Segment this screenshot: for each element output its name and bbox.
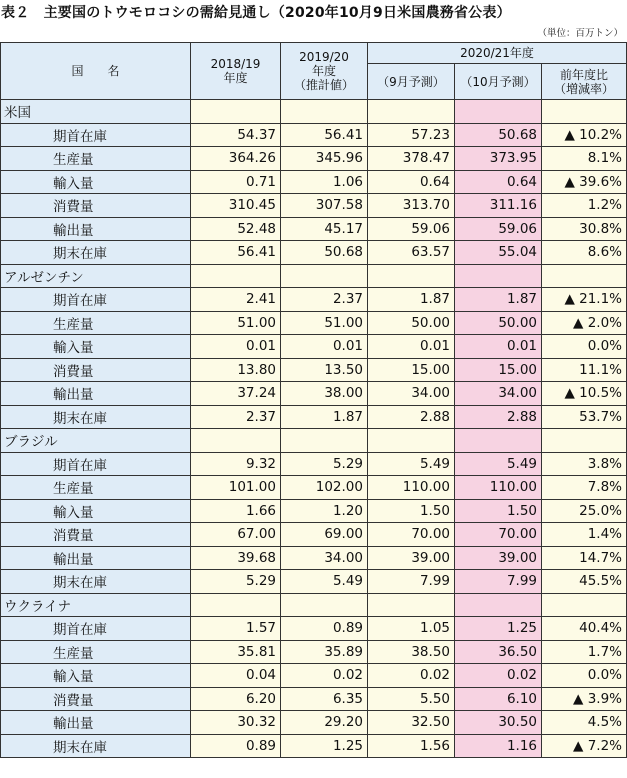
value-cell: 1.20	[281, 499, 368, 523]
value-cell: 1.7%	[542, 640, 627, 664]
header-country: 国 名	[1, 43, 191, 100]
value-cell: 101.00	[191, 476, 281, 500]
item-label: 期末在庫	[1, 570, 191, 594]
header-2019-suffix: 年度	[311, 64, 336, 78]
value-cell: 38.50	[368, 640, 455, 664]
value-cell: 6.10	[455, 687, 542, 711]
table-row	[1, 734, 627, 758]
value-cell: 57.23	[368, 123, 455, 147]
value-cell: 45.17	[281, 217, 368, 241]
value-cell: 378.47	[368, 147, 455, 171]
header-ratio	[542, 64, 627, 100]
empty-cell	[281, 264, 368, 288]
value-cell: 2.41	[191, 288, 281, 312]
empty-cell	[455, 429, 542, 453]
country-row	[1, 593, 627, 617]
item-label: 輸入量	[1, 499, 191, 523]
value-cell: 55.04	[455, 241, 542, 265]
table-row	[1, 147, 627, 171]
item-label: 期首在庫	[1, 123, 191, 147]
value-cell: 69.00	[281, 523, 368, 547]
empty-cell	[542, 429, 627, 453]
value-cell: 35.89	[281, 640, 368, 664]
value-cell: 5.49	[281, 570, 368, 594]
value-cell: 0.64	[455, 170, 542, 194]
value-cell: 32.50	[368, 711, 455, 735]
value-cell: 310.45	[191, 194, 281, 218]
value-cell: 54.37	[191, 123, 281, 147]
value-cell: 1.87	[281, 405, 368, 429]
empty-cell	[368, 429, 455, 453]
value-cell: 0.01	[455, 335, 542, 359]
value-cell: 7.8%	[542, 476, 627, 500]
value-cell: 1.16	[455, 734, 542, 758]
value-cell: 1.06	[281, 170, 368, 194]
item-label: 生産量	[1, 476, 191, 500]
value-cell: 4.5%	[542, 711, 627, 735]
value-cell: 1.56	[368, 734, 455, 758]
country-row	[1, 429, 627, 453]
value-cell: 2.37	[281, 288, 368, 312]
value-cell: 56.41	[281, 123, 368, 147]
value-cell: 63.57	[368, 241, 455, 265]
value-cell: 70.00	[455, 523, 542, 547]
item-label: 輸入量	[1, 664, 191, 688]
table-row	[1, 523, 627, 547]
value-cell: 0.01	[191, 335, 281, 359]
item-label: 期末在庫	[1, 734, 191, 758]
table-row	[1, 170, 627, 194]
value-cell: 6.20	[191, 687, 281, 711]
table-row	[1, 288, 627, 312]
empty-cell	[191, 429, 281, 453]
item-label: 生産量	[1, 147, 191, 171]
value-cell: 345.96	[281, 147, 368, 171]
table-row	[1, 499, 627, 523]
empty-cell	[368, 264, 455, 288]
header-2019-note: （推計値）	[293, 78, 354, 92]
value-cell: 0.0%	[542, 664, 627, 688]
value-cell: 30.32	[191, 711, 281, 735]
empty-cell	[542, 593, 627, 617]
value-cell: 2.88	[368, 405, 455, 429]
value-cell: 0.02	[368, 664, 455, 688]
value-cell: 39.00	[455, 546, 542, 570]
country-row	[1, 100, 627, 124]
header-2019-year: 2019/20	[299, 50, 349, 64]
table-row	[1, 123, 627, 147]
table-row	[1, 570, 627, 594]
value-cell: ▲ 7.2%	[542, 734, 627, 758]
value-cell: 0.89	[281, 617, 368, 641]
item-label: 消費量	[1, 194, 191, 218]
value-cell: 13.80	[191, 358, 281, 382]
value-cell: 25.0%	[542, 499, 627, 523]
value-cell: 56.41	[191, 241, 281, 265]
value-cell: 307.58	[281, 194, 368, 218]
value-cell: 51.00	[191, 311, 281, 335]
value-cell: 6.35	[281, 687, 368, 711]
value-cell: 0.71	[191, 170, 281, 194]
value-cell: 8.1%	[542, 147, 627, 171]
item-label: 消費量	[1, 358, 191, 382]
value-cell: 110.00	[368, 476, 455, 500]
header-2020-sep: （9月予測）	[368, 64, 455, 100]
empty-cell	[542, 100, 627, 124]
table-row	[1, 358, 627, 382]
table-row	[1, 664, 627, 688]
value-cell: 34.00	[368, 382, 455, 406]
value-cell: 13.50	[281, 358, 368, 382]
value-cell: ▲ 21.1%	[542, 288, 627, 312]
table-row	[1, 476, 627, 500]
empty-cell	[455, 593, 542, 617]
value-cell: 45.5%	[542, 570, 627, 594]
value-cell: 67.00	[191, 523, 281, 547]
value-cell: 1.87	[455, 288, 542, 312]
value-cell: ▲ 39.6%	[542, 170, 627, 194]
value-cell: 7.99	[368, 570, 455, 594]
item-label: 期末在庫	[1, 241, 191, 265]
value-cell: 2.37	[191, 405, 281, 429]
value-cell: 0.01	[368, 335, 455, 359]
header-ratio-line1: 前年度比	[559, 67, 608, 82]
empty-cell	[368, 100, 455, 124]
empty-cell	[455, 264, 542, 288]
item-label: 消費量	[1, 687, 191, 711]
value-cell: 1.50	[368, 499, 455, 523]
value-cell: 0.89	[191, 734, 281, 758]
table-row	[1, 711, 627, 735]
unit-note: （単位：百万トン）	[537, 28, 623, 39]
value-cell: 11.1%	[542, 358, 627, 382]
value-cell: 38.00	[281, 382, 368, 406]
value-cell: 5.50	[368, 687, 455, 711]
item-label: 期首在庫	[1, 288, 191, 312]
header-2020-oct: （10月予測）	[455, 64, 542, 100]
item-label: 期末在庫	[1, 405, 191, 429]
header-2019	[281, 43, 368, 100]
value-cell: 102.00	[281, 476, 368, 500]
value-cell: 15.00	[368, 358, 455, 382]
value-cell: 52.48	[191, 217, 281, 241]
item-label: 期首在庫	[1, 452, 191, 476]
value-cell: 1.57	[191, 617, 281, 641]
value-cell: 0.02	[455, 664, 542, 688]
value-cell: 50.68	[455, 123, 542, 147]
value-cell: 7.99	[455, 570, 542, 594]
empty-cell	[281, 429, 368, 453]
value-cell: 2.88	[455, 405, 542, 429]
value-cell: 9.32	[191, 452, 281, 476]
value-cell: 50.00	[368, 311, 455, 335]
item-label: 期首在庫	[1, 617, 191, 641]
value-cell: 15.00	[455, 358, 542, 382]
value-cell: 1.2%	[542, 194, 627, 218]
value-cell: 50.68	[281, 241, 368, 265]
value-cell: 313.70	[368, 194, 455, 218]
value-cell: ▲ 10.2%	[542, 123, 627, 147]
value-cell: 1.4%	[542, 523, 627, 547]
value-cell: 34.00	[281, 546, 368, 570]
item-label: 生産量	[1, 640, 191, 664]
header-2020-group: 2020/21年度	[368, 43, 627, 64]
value-cell: 30.50	[455, 711, 542, 735]
item-label: 輸入量	[1, 170, 191, 194]
item-label: 輸出量	[1, 382, 191, 406]
value-cell: 1.25	[281, 734, 368, 758]
value-cell: 8.6%	[542, 241, 627, 265]
value-cell: 39.68	[191, 546, 281, 570]
value-cell: 40.4%	[542, 617, 627, 641]
value-cell: 0.02	[281, 664, 368, 688]
value-cell: 59.06	[368, 217, 455, 241]
country-name: 米国	[1, 100, 191, 124]
value-cell: 59.06	[455, 217, 542, 241]
country-name: ブラジル	[1, 429, 191, 453]
header-ratio-line2: （増減率）	[553, 81, 614, 96]
table-row	[1, 452, 627, 476]
value-cell: 0.64	[368, 170, 455, 194]
header-2018	[191, 43, 281, 100]
value-cell: 51.00	[281, 311, 368, 335]
empty-cell	[281, 593, 368, 617]
value-cell: 36.50	[455, 640, 542, 664]
value-cell: ▲ 2.0%	[542, 311, 627, 335]
value-cell: 5.49	[368, 452, 455, 476]
empty-cell	[191, 264, 281, 288]
value-cell: 5.49	[455, 452, 542, 476]
table-row	[1, 194, 627, 218]
value-cell: 0.0%	[542, 335, 627, 359]
value-cell: 110.00	[455, 476, 542, 500]
value-cell: 53.7%	[542, 405, 627, 429]
value-cell: 70.00	[368, 523, 455, 547]
value-cell: 1.25	[455, 617, 542, 641]
supply-demand-table	[0, 42, 627, 758]
value-cell: ▲ 3.9%	[542, 687, 627, 711]
country-name: アルゼンチン	[1, 264, 191, 288]
empty-cell	[455, 100, 542, 124]
header-2018-year: 2018/19	[210, 57, 261, 71]
value-cell: 1.50	[455, 499, 542, 523]
country-name: ウクライナ	[1, 593, 191, 617]
item-label: 生産量	[1, 311, 191, 335]
table-row	[1, 405, 627, 429]
value-cell: 14.7%	[542, 546, 627, 570]
empty-cell	[281, 100, 368, 124]
table-title: 表２ 主要国のトウモロコシの需給見通し（2020年10月9日米国農務省公表）	[1, 5, 511, 21]
header-2018-suffix: 年度	[223, 71, 248, 85]
table-row	[1, 546, 627, 570]
value-cell: 5.29	[281, 452, 368, 476]
value-cell: 311.16	[455, 194, 542, 218]
value-cell: 3.8%	[542, 452, 627, 476]
value-cell: 1.87	[368, 288, 455, 312]
table-body	[1, 100, 627, 758]
value-cell: 35.81	[191, 640, 281, 664]
table-row	[1, 335, 627, 359]
empty-cell	[191, 100, 281, 124]
value-cell: 39.00	[368, 546, 455, 570]
item-label: 消費量	[1, 523, 191, 547]
empty-cell	[368, 593, 455, 617]
empty-cell	[542, 264, 627, 288]
item-label: 輸出量	[1, 217, 191, 241]
table-row	[1, 241, 627, 265]
table-row	[1, 382, 627, 406]
value-cell: 0.01	[281, 335, 368, 359]
value-cell: 50.00	[455, 311, 542, 335]
value-cell: 0.04	[191, 664, 281, 688]
value-cell: 1.05	[368, 617, 455, 641]
value-cell: 30.8%	[542, 217, 627, 241]
value-cell: ▲ 10.5%	[542, 382, 627, 406]
value-cell: 373.95	[455, 147, 542, 171]
empty-cell	[191, 593, 281, 617]
item-label: 輸出量	[1, 546, 191, 570]
value-cell: 364.26	[191, 147, 281, 171]
table-row	[1, 311, 627, 335]
value-cell: 29.20	[281, 711, 368, 735]
item-label: 輸入量	[1, 335, 191, 359]
table-row	[1, 217, 627, 241]
value-cell: 34.00	[455, 382, 542, 406]
country-row	[1, 264, 627, 288]
table-row	[1, 640, 627, 664]
item-label: 輸出量	[1, 711, 191, 735]
value-cell: 1.66	[191, 499, 281, 523]
table-row	[1, 617, 627, 641]
value-cell: 5.29	[191, 570, 281, 594]
table-row	[1, 687, 627, 711]
value-cell: 37.24	[191, 382, 281, 406]
